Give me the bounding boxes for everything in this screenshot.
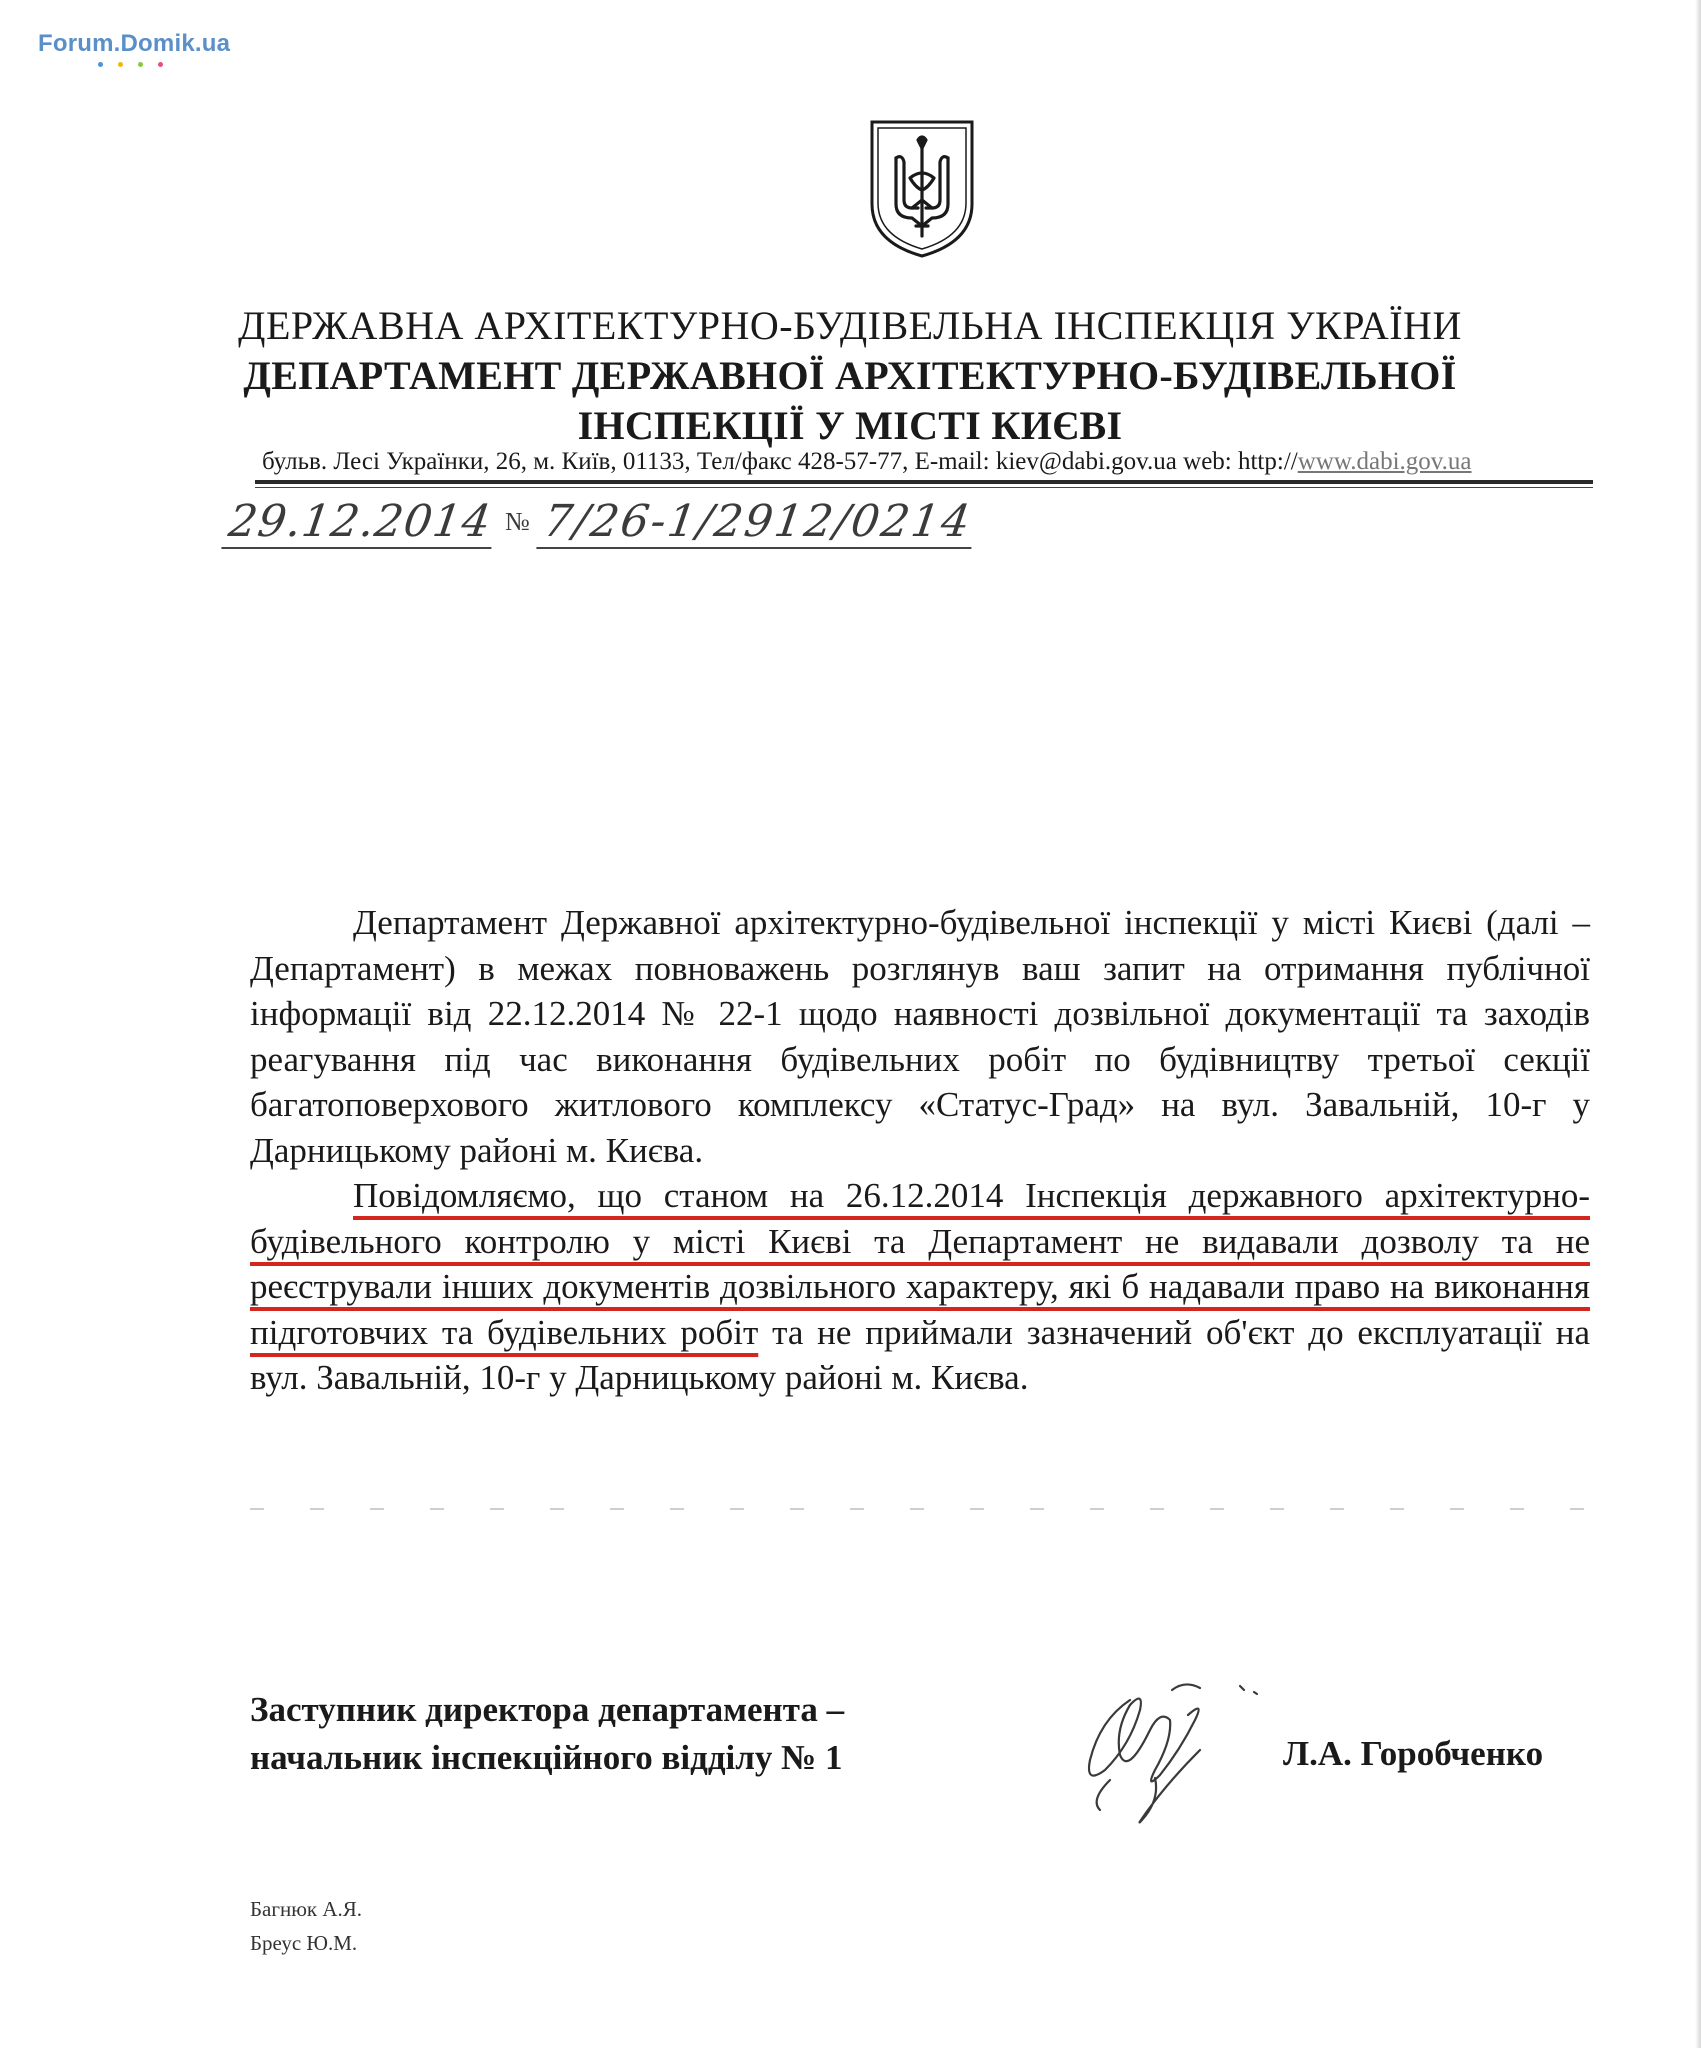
department-name-line2: ІНСПЕКЦІЇ У МІСТІ КИЄВІ <box>577 403 1123 448</box>
department-name-line1: ДЕПАРТАМЕНТ ДЕРЖАВНОЇ АРХІТЕКТУРНО-БУДІВЕЛЬНОЇ <box>243 353 1457 398</box>
number-sign: № <box>504 507 530 536</box>
executor-name: Бреус Ю.М. <box>250 1931 358 1955</box>
contact-text: бульв. Лесі Українки, 26, м. Київ, 01133, Тел/факс 428-57-77, E-mail: kiev@dabi.gov.ua web: http:// <box>262 448 1298 475</box>
website-link[interactable]: www.dabi.gov.ua <box>1297 448 1472 475</box>
executors-list <box>250 1892 362 1960</box>
executor-name: Багнюк А.Я. <box>250 1897 363 1921</box>
watermark <box>38 30 230 67</box>
paragraph-request: Департамент Державної архітектурно-будівельної інспекції у місті Києві (далі – Департамент) в межах повноважень розглянув ваш запит на отримання публічної інформації від 22.12.2014 № 22-1 щодо наявності дозвільної документації та заходів реагування під час виконання будівельних робіт по будівництву третьої секції багатоповерхового житлового комплексу «Статус-Град» на вул. Завальній, 10-г у Дарницькому районі м. Києва. <box>250 903 1590 1170</box>
handwritten-signature <box>1060 1660 1280 1830</box>
signatory-name: Л.А. Горобченко <box>1283 1734 1544 1773</box>
paragraph-response-rest: та не приймали зазначений об'єкт до експлуатації на вул. Завальній, 10-г у Дарницькому районі м. Києва. <box>250 1312 1590 1397</box>
signatory-title <box>250 1686 844 1782</box>
watermark-text: Forum.Domik.ua <box>38 30 231 57</box>
watermark-dot <box>118 62 123 67</box>
registration-date: 29.12.2014 <box>221 496 498 549</box>
letter-body <box>250 900 1590 1401</box>
watermark-dots <box>98 62 230 67</box>
paragraph-response <box>250 1173 1590 1401</box>
highlighted-statement: Повідомляємо, що станом на 26.12.2014 Інспекція державного архітектурно-будівельного контролю у місті Києві та Департамент не видавали дозволу та не реєстрували інших документів дозвільного характеру, які б надавали право на виконання підготовчих та будівельних робіт <box>250 1176 1590 1352</box>
agency-name: ДЕРЖАВНА АРХІТЕКТУРНО-БУДІВЕЛЬНА ІНСПЕКЦІЯ УКРАЇНИ <box>238 303 1462 348</box>
contact-line <box>262 448 1472 476</box>
header-divider-thin <box>255 487 1593 488</box>
registration-line <box>225 496 975 549</box>
faint-scan-line <box>250 1508 1590 1510</box>
registration-number: 7/26-1/2912/0214 <box>536 496 979 549</box>
signatory-title-line1: Заступник директора департамента – <box>250 1690 845 1729</box>
watermark-dot <box>138 62 143 67</box>
watermark-dot <box>158 62 163 67</box>
scan-edge <box>1695 0 1701 2048</box>
trident-coat-of-arms-icon <box>868 118 976 260</box>
signatory-title-line2: начальник інспекційного відділу № 1 <box>250 1738 843 1777</box>
header-divider-thick <box>255 480 1593 484</box>
watermark-dot <box>98 62 103 67</box>
